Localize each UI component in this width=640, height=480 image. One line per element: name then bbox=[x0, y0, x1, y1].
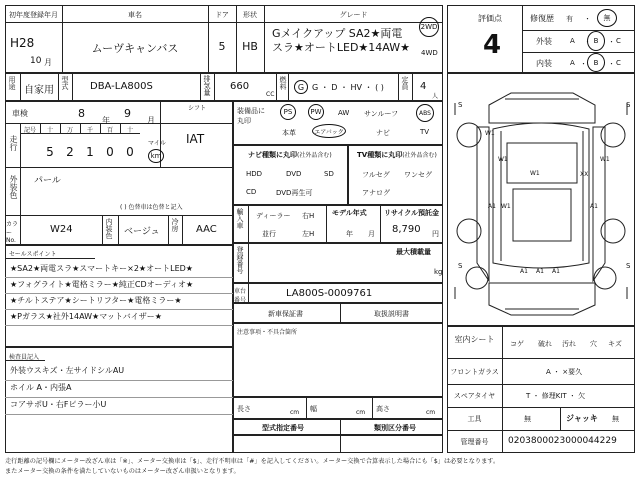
sheet-scratch: キズ bbox=[608, 340, 622, 348]
grade-value: Gメイクアップ SA2★両電スラ★オートLED★14AW★ bbox=[272, 27, 410, 54]
int-grade-label: 内装 bbox=[536, 59, 552, 68]
inspector-notes-label: 検査員記入 bbox=[9, 354, 40, 361]
mileage-digit: 5 bbox=[46, 145, 54, 159]
mark-11: A1 bbox=[552, 268, 560, 275]
class-no-label: 類別区分番号 bbox=[374, 424, 416, 432]
nav-dvd: DVD bbox=[286, 170, 302, 178]
sales-point-line: ★SA2★両電スラ★スマートキー×2★オートLED★ bbox=[10, 264, 193, 273]
inspection-year: 8 bbox=[78, 107, 85, 120]
inspector-note-line: ホイル A・内張A bbox=[10, 383, 72, 392]
int-b-circle: B bbox=[587, 53, 605, 72]
km-circle bbox=[148, 149, 164, 163]
warranty-box bbox=[233, 303, 443, 323]
mileage-digit: 2 bbox=[66, 145, 74, 159]
shape-label: 形状 bbox=[243, 11, 257, 19]
mileage-label: 走行 bbox=[9, 135, 18, 151]
nav-hdd: HDD bbox=[246, 170, 263, 178]
jack-value: 無 bbox=[612, 415, 619, 423]
sheet-burn: コゲ bbox=[510, 340, 524, 348]
new-car-warranty: 新車保証書 bbox=[268, 310, 303, 318]
inspection-year-unit: 年 bbox=[102, 116, 110, 125]
equip-airbag: エアバック bbox=[312, 124, 346, 138]
management-label: 管理番号 bbox=[460, 438, 489, 446]
exterior-value: パール bbox=[34, 176, 61, 186]
sheet-hole: 穴 bbox=[590, 340, 597, 348]
nav-dvd-playable: DVD再生可 bbox=[276, 189, 313, 197]
model-year-unit: 年 bbox=[346, 230, 353, 238]
mark-1: W1 bbox=[485, 130, 495, 137]
ext-grade-label: 外装 bbox=[536, 37, 552, 46]
inspection-month: 9 bbox=[124, 107, 131, 120]
score-value: 4 bbox=[483, 30, 502, 60]
cap-value: 4 bbox=[420, 81, 427, 92]
chassis-value: LA800S-0009761 bbox=[286, 288, 373, 299]
year-label: 初年度登録年月 bbox=[9, 11, 58, 19]
mileage-unit-label: 十 bbox=[126, 127, 133, 134]
dim-width-cm: cm bbox=[356, 409, 366, 416]
dim-height: 高さ bbox=[376, 405, 390, 413]
cap-unit: 人 bbox=[432, 93, 439, 100]
chassis-label: 車台番号 bbox=[234, 288, 247, 304]
sales-points-label: セールスポイント bbox=[9, 251, 57, 258]
cap-label: 定員 bbox=[401, 76, 409, 90]
front-glass-label: フロントガラス bbox=[450, 368, 499, 376]
mileage-unit-km: km bbox=[150, 152, 162, 160]
tools-label: 工具 bbox=[467, 415, 482, 423]
drive-2wd-circle bbox=[419, 17, 439, 37]
model-year-month: 月 bbox=[368, 230, 375, 238]
diagram-s-tr: S bbox=[626, 101, 631, 109]
mileage-digit: 1 bbox=[86, 145, 94, 159]
int-dot2: ・ bbox=[608, 60, 615, 68]
sales-point-line: ★チルトステア★シートリフター★電格ミラー★ bbox=[10, 296, 182, 305]
ext-c: C bbox=[616, 37, 621, 45]
ac-value: AAC bbox=[196, 224, 217, 235]
tools-value: 無 bbox=[524, 415, 531, 423]
mileage-unit-label: 十 bbox=[46, 127, 53, 134]
interior-color-label: 内装色 bbox=[105, 218, 113, 239]
ext-a: A bbox=[570, 37, 575, 45]
repair-dot: ・ bbox=[584, 15, 591, 23]
footer-line-2: またメーター交換の条件を満たしていないものはメーター改ざん車扱いとなります。 bbox=[5, 468, 240, 475]
dim-length: 長さ bbox=[237, 405, 251, 413]
mileage-digit: 0 bbox=[106, 145, 114, 159]
color-no-label: カラー No. bbox=[6, 221, 19, 244]
recycle-yen: 円 bbox=[432, 230, 439, 238]
spare-tire-value: T ・ 修理KIT ・ 欠 bbox=[526, 392, 586, 400]
mark-2: W1 bbox=[498, 156, 508, 163]
nav-label: ナビ種類に丸印(社外品含む) bbox=[248, 151, 332, 159]
model-year-label: モデル年式 bbox=[332, 209, 367, 217]
doors-label: ドア bbox=[215, 11, 229, 19]
import-parallel: 並行 bbox=[262, 230, 276, 238]
interior-sheet-label: 室内シート bbox=[454, 335, 495, 344]
equip-leather: 本革 bbox=[282, 129, 296, 137]
ext-dot2: ・ bbox=[608, 38, 615, 46]
tv-fullseg: フルセグ bbox=[362, 171, 390, 179]
fuel-g-circle bbox=[294, 80, 308, 94]
import-dealer: ディーラー bbox=[256, 212, 291, 220]
diagram-s-bl: S bbox=[458, 262, 463, 270]
mark-4: W1 bbox=[600, 156, 610, 163]
disp-value: 660 bbox=[230, 81, 250, 92]
front-glass-value: A ・ ×要久 bbox=[546, 368, 583, 376]
ext-b-circle: B bbox=[587, 31, 605, 51]
nav-cd: CD bbox=[246, 188, 257, 196]
int-c: C bbox=[616, 59, 621, 67]
import-label: 輸入車 bbox=[236, 208, 244, 229]
sales-point-line: ★Pガラス★社外14AW★マットバイザー★ bbox=[10, 312, 162, 321]
mileage-unit-label: 記号 bbox=[23, 127, 36, 134]
owner-manual: 取扱説明書 bbox=[374, 310, 409, 318]
equipment-label: 装備品に丸印 bbox=[237, 107, 265, 125]
mileage-digit: 0 bbox=[126, 145, 134, 159]
nav-sd: SD bbox=[324, 170, 334, 178]
cert-value-box bbox=[233, 435, 443, 453]
shift-value: IAT bbox=[186, 132, 205, 146]
mark-3: W1 bbox=[530, 170, 540, 177]
sheet-tear: 破れ bbox=[538, 340, 552, 348]
inspector-note-line: 外装ウスキズ・左サイドシルAU bbox=[10, 366, 125, 375]
mark-7: W1 bbox=[501, 203, 511, 210]
equip-tv: TV bbox=[420, 128, 430, 136]
repair-no: 無 bbox=[603, 14, 611, 22]
fuel-g: G bbox=[297, 82, 305, 92]
month-suffix: 月 bbox=[44, 58, 52, 67]
interior-color-value: ベージュ bbox=[124, 227, 160, 237]
mark-6: A1 bbox=[488, 203, 496, 210]
import-right-hand: 右H bbox=[302, 212, 315, 220]
fuel-options: G ・ D ・ HV ・ ( ) bbox=[312, 83, 384, 92]
max-load-kg: kg bbox=[434, 268, 443, 276]
mark-8: A1 bbox=[590, 203, 598, 210]
equip-sunroof: サンルーフ bbox=[364, 110, 399, 118]
inspection-label: 車検 bbox=[12, 109, 28, 118]
equip-ps: PS bbox=[280, 104, 296, 120]
exterior-note: ( ) 色替車は色替と記入 bbox=[120, 204, 183, 211]
equip-pw: PW bbox=[308, 104, 324, 120]
diagram-s-br: S bbox=[626, 262, 631, 270]
mark-5: XX bbox=[580, 171, 589, 178]
mileage-unit-mile: マイル bbox=[148, 140, 166, 147]
tv-analog: アナログ bbox=[362, 189, 390, 197]
shape-value: HB bbox=[242, 40, 258, 53]
spare-tire-label: スペアタイヤ bbox=[453, 392, 496, 400]
diagram-s-tl: S bbox=[458, 101, 463, 109]
type-label: 型式 bbox=[61, 76, 69, 90]
year-value: H28 bbox=[10, 36, 35, 50]
score-label: 評価点 bbox=[478, 14, 502, 23]
dim-width: 幅 bbox=[310, 405, 317, 413]
mileage-unit-label: 万 bbox=[66, 127, 73, 134]
repair-label: 修復歴 bbox=[530, 14, 554, 23]
mark-10: A1 bbox=[536, 268, 544, 275]
color-no-value: W24 bbox=[50, 224, 73, 235]
mileage-unit-label: 千 bbox=[86, 127, 93, 134]
model-label: 車名 bbox=[128, 11, 142, 19]
int-a: A bbox=[570, 59, 575, 67]
cc-unit: CC bbox=[266, 91, 275, 98]
import-left-hand: 左H bbox=[302, 230, 315, 238]
ac-label: 冷房 bbox=[171, 218, 179, 232]
grade-label: グレード bbox=[339, 11, 368, 19]
equip-aw: AW bbox=[338, 109, 350, 117]
use-label: 用途 bbox=[8, 76, 16, 90]
footer-note bbox=[5, 457, 635, 477]
shift-label: シフト bbox=[188, 105, 207, 112]
tv-label: TV種類に丸印(社外品含む) bbox=[357, 151, 437, 159]
registration-no-label: 登録番号 bbox=[236, 246, 244, 274]
dim-length-cm: cm bbox=[290, 409, 300, 416]
type-value: DBA-LA800S bbox=[90, 81, 153, 92]
sheet-stain: 汚れ bbox=[562, 340, 576, 348]
type-cert-label: 型式指定番号 bbox=[262, 424, 304, 432]
drive-4wd: 4WD bbox=[421, 49, 438, 57]
sales-point-line: ★フォグライト★電格ミラー★純正CDオーディオ★ bbox=[10, 280, 194, 289]
equip-abs: ABS bbox=[416, 104, 434, 122]
management-value: 020380002300004422​9 bbox=[508, 436, 617, 446]
dimensions-box bbox=[233, 397, 443, 419]
exterior-label: 外装色 bbox=[9, 175, 18, 199]
drive-2wd: 2WD bbox=[420, 23, 438, 31]
mark-9: A1 bbox=[520, 268, 528, 275]
inspection-month-unit: 月 bbox=[147, 116, 155, 125]
fuel-label: 燃料 bbox=[279, 76, 287, 90]
footer-line-1: 走行距離の記号欄にメーター改ざん車は「※」、メーター交換車は「$」、走行不明車は「#」を記入してください。メーター交換で合算表示した場合にも「$」は必要となります。 bbox=[5, 458, 500, 465]
jack-label: ジャッキ bbox=[566, 414, 598, 423]
max-load-label: 最大積載量 bbox=[396, 248, 431, 256]
month-value: 10 bbox=[30, 56, 42, 66]
tv-oneseg: ワンセグ bbox=[404, 171, 432, 179]
disp-label: 排気量 bbox=[203, 75, 211, 96]
equip-nav: ナビ bbox=[376, 129, 390, 137]
repair-no-circle bbox=[597, 9, 617, 27]
dim-height-cm: cm bbox=[426, 409, 436, 416]
inspector-note-line: コアサポU・右Fピラー小U bbox=[10, 400, 107, 409]
model-value: ムーヴキャンバス bbox=[91, 42, 179, 55]
repair-yes: 有 bbox=[566, 15, 573, 23]
ext-dot1: ・ bbox=[584, 38, 591, 46]
caution-label: 注意事項・不具合箇所 bbox=[237, 329, 298, 336]
mileage-unit-label: 百 bbox=[106, 127, 113, 134]
car-diagram bbox=[447, 73, 635, 326]
recycle-label: リサイクル預託金 bbox=[384, 209, 440, 217]
int-dot1: ・ bbox=[580, 60, 587, 68]
doors-value: 5 bbox=[218, 40, 226, 53]
use-value: 自家用 bbox=[24, 85, 54, 96]
recycle-value: 8,790 bbox=[392, 224, 421, 235]
